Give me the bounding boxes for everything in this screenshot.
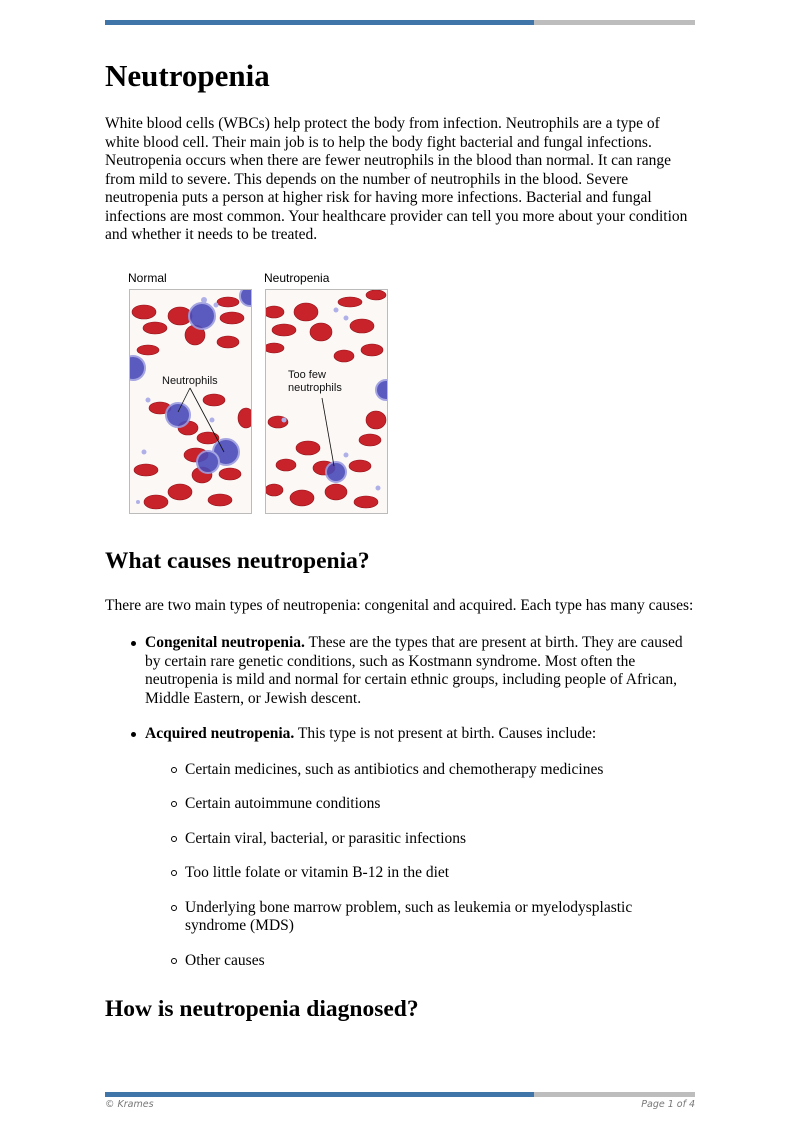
footer-progress-bar — [105, 1092, 695, 1097]
copyright-text: © Krames — [105, 1099, 154, 1110]
panel-label-normal: Normal — [128, 270, 167, 285]
sublist-item: Underlying bone marrow problem, such as leukemia or myelodysplastic syndrome (MDS) — [185, 899, 695, 936]
footer-bar-gray — [534, 1092, 695, 1097]
page-number: Page 1 of 4 — [641, 1099, 695, 1110]
sublist-item: Certain medicines, such as antibiotics and chemotherapy medicines — [185, 761, 695, 780]
list-item-congenital — [145, 634, 695, 708]
footer-bar-blue — [105, 1092, 534, 1097]
sublist-item: Certain viral, bacterial, or parasitic infections — [185, 830, 695, 849]
sublist-item: Other causes — [185, 952, 695, 971]
page-footer — [105, 1099, 695, 1110]
header-bar-gray — [534, 20, 695, 25]
list-item-text: This type is not present at birth. Causes include: — [294, 725, 597, 742]
list-item-text: These are the types that are present at birth. They are caused by certain rare genetic conditions, such as Kostmann syndrome. Most often the neutropenia is mild and normal for certain ethnic groups, including people of African, Middle Eastern, or Jewish descent. — [145, 634, 683, 707]
causes-list — [105, 634, 695, 970]
blood-cells-neutropenia-icon — [266, 290, 387, 513]
panel-normal — [129, 289, 252, 514]
section-heading-causes: What causes neutropenia? — [105, 547, 370, 574]
page-title: Neutropenia — [105, 58, 270, 93]
list-item-acquired — [145, 725, 695, 970]
svg-text:Neutrophils: Neutrophils — [162, 374, 218, 387]
acquired-causes-sublist — [145, 761, 695, 971]
header-bar-blue — [105, 20, 534, 25]
document-body — [105, 50, 695, 987]
header-progress-bar — [105, 20, 695, 25]
panel-label-neutropenia: Neutropenia — [264, 270, 330, 285]
list-item-term: Congenital neutropenia. — [145, 634, 305, 651]
svg-text:neutrophils: neutrophils — [288, 381, 342, 394]
sublist-item: Certain autoimmune conditions — [185, 795, 695, 814]
intro-paragraph: White blood cells (WBCs) help protect the body from infection. Neutrophils are a type of white blood cell. Their main job is to help the body fight bacterial and fungal infections. Neutropenia occurs when there are fewer neutrophils in the blood than normal. It can range from mild to severe. This depends on the number of neutrophils in the blood. Severe neutropenia puts a person at higher risk for having more infections. Bacterial and fungal infections are most common. Your healthcare provider can tell you more about your condition and whether it needs to be treated. — [105, 115, 688, 243]
causes-intro-paragraph: There are two main types of neutropenia: congenital and acquired. Each type has many causes: — [105, 596, 694, 614]
panel-neutropenia — [265, 289, 388, 514]
list-item-term: Acquired neutropenia. — [145, 725, 295, 742]
section-heading-diagnosis: How is neutropenia diagnosed? — [105, 996, 419, 1022]
neutropenia-illustration — [105, 271, 395, 523]
sublist-item: Too little folate or vitamin B-12 in the diet — [185, 864, 695, 883]
svg-text:Too few: Too few — [288, 368, 326, 381]
blood-cells-normal-icon — [130, 290, 251, 513]
